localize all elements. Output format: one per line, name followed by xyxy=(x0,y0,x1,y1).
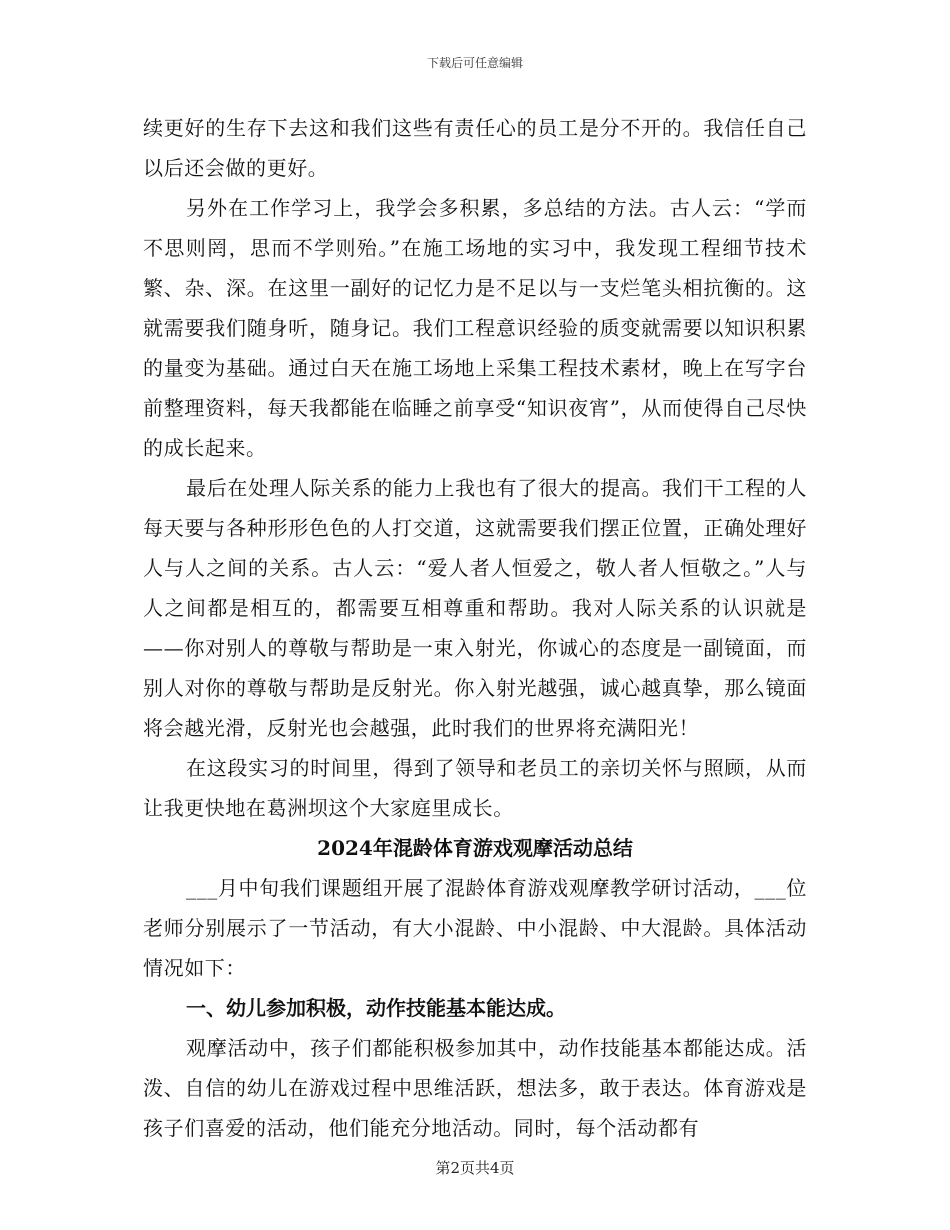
document-title: 2024年混龄体育游戏观摩活动总结 xyxy=(317,836,633,860)
paragraph-continuation: 续更好的生存下去这和我们这些有责任心的员工是分不开的。我信任自己以后还会做的更好。 xyxy=(143,116,807,180)
section-heading: 一、幼儿参加积极，动作技能基本能达成。 xyxy=(186,996,566,1020)
document-body xyxy=(143,108,807,1148)
page-header: 下载后可任意编辑 xyxy=(426,56,523,70)
paragraph-closing: 在这段实习的时间里，得到了领导和老员工的亲切关怀与照顾，从而让我更快地在葛洲坝这个大家庭里成长。 xyxy=(143,756,807,820)
paragraph-intro: ___月中旬我们课题组开展了混龄体育游戏观摩教学研讨活动，___位老师分别展示了一节活动，有大小混龄、中小混龄、中大混龄。具体活动情况如下： xyxy=(143,876,807,980)
page-footer: 第2页共4页 xyxy=(435,1159,515,1177)
paragraph-interpersonal: 最后在处理人际关系的能力上我也有了很大的提高。我们干工程的人每天要与各种形形色色的人打交道，这就需要我们摆正位置，正确处理好人与人之间的关系。古人云：“爱人者人恒爱之，敬人者人恒敬之。”人与人之间都是相互的，都需要互相尊重和帮助。我对人际关系的认识就是——你对别人的尊敬与帮助是一束入射光，你诚心的态度是一副镜面，而别人对你的尊敬与帮助是反射光。你入射光越强，诚心越真挚，那么镜面将会越光滑，反射光也会越强，此时我们的世界将充满阳光！ xyxy=(143,476,807,740)
paragraph-section-body: 观摩活动中，孩子们都能积极参加其中，动作技能基本都能达成。活泼、自信的幼儿在游戏过程中思维活跃，想法多，敢于表达。体育游戏是孩子们喜爱的活动，他们能充分地活动。同时，每个活动都有 xyxy=(143,1036,807,1140)
paragraph-study-methods: 另外在工作学习上，我学会多积累，多总结的方法。古人云：“学而不思则罔，思而不学则殆。”在施工场地的实习中，我发现工程细节技术繁、杂、深。在这里一副好的记忆力是不足以与一支烂笔头相抗衡的。这就需要我们随身听，随身记。我们工程意识经验的质变就需要以知识积累的量变为基础。通过白天在施工场地上采集工程技术素材，晚上在写字台前整理资料，每天我都能在临睡之前享受“知识夜宵”，从而使得自己尽快的成长起来。 xyxy=(143,196,807,460)
